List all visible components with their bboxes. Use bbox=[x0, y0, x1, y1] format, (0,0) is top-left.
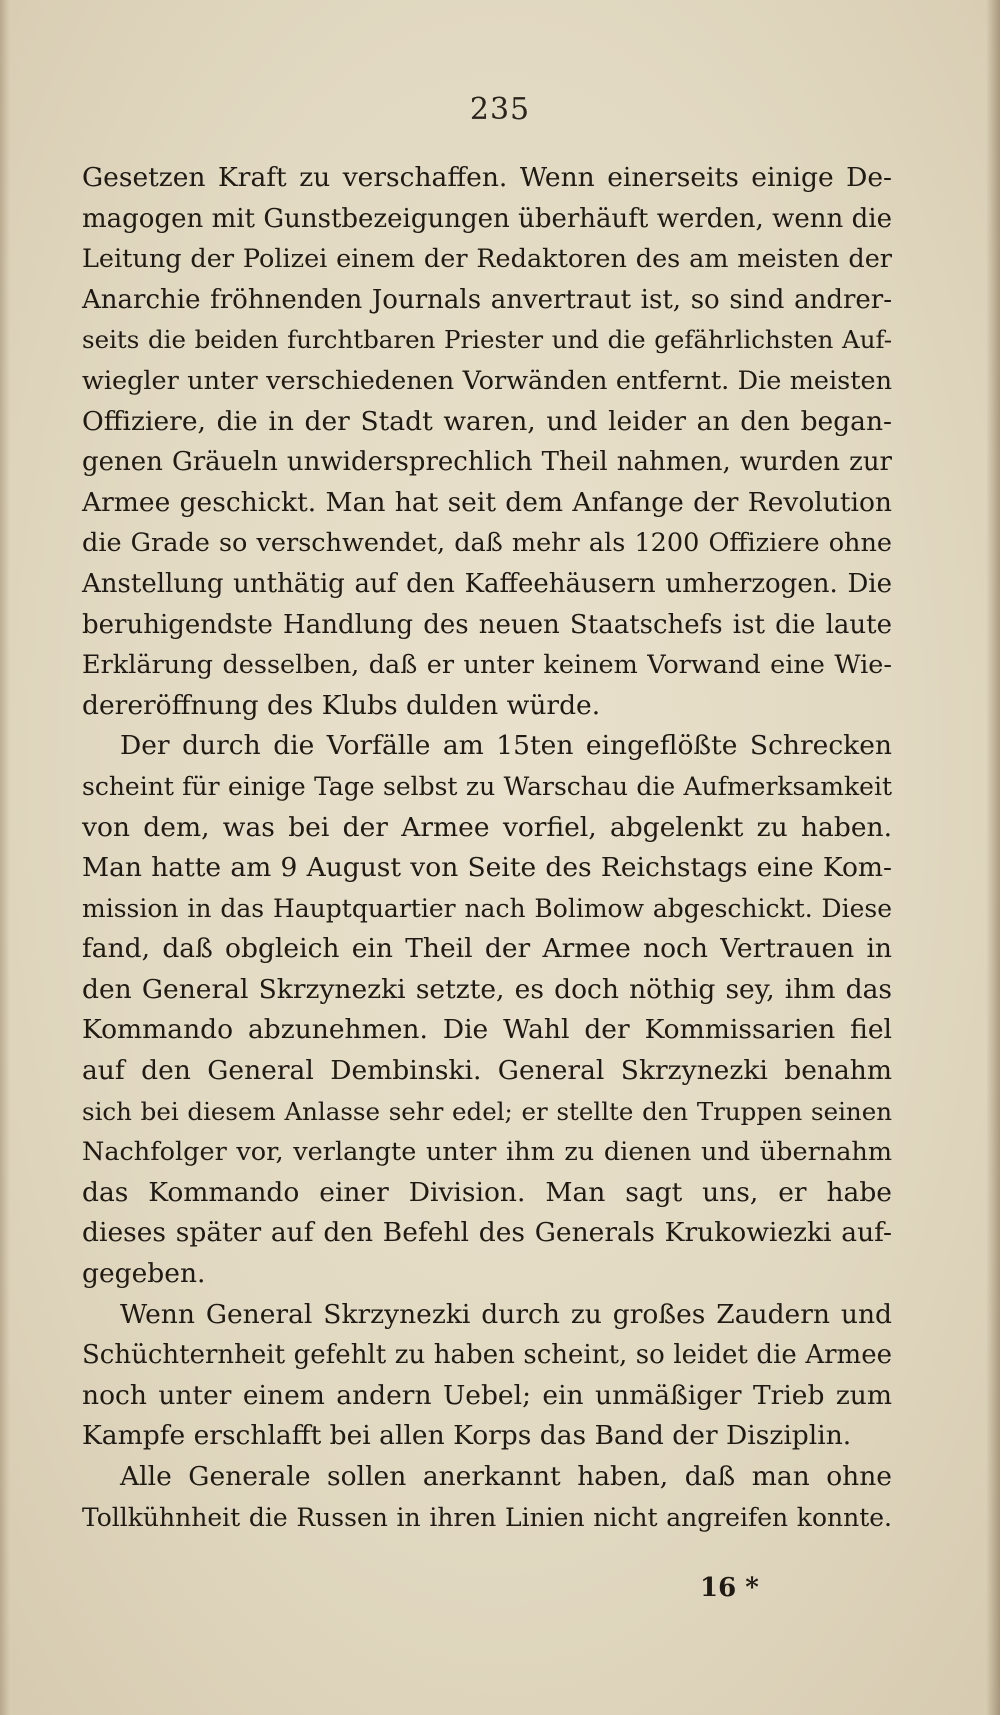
text-line: beruhigendste Handlung des neuen Staatschefs ist die laute bbox=[82, 609, 892, 640]
text-line: fand, daß obgleich ein Theil der Armee noch Vertrauen in bbox=[82, 933, 892, 965]
text-line: genen Gräueln unwidersprechlich Theil nahmen, wurden zur bbox=[82, 447, 892, 478]
text-line: Alle Generale sollen anerkannt haben, daß man ohne bbox=[120, 1461, 892, 1492]
text-line: Armee geschickt. Man hat seit dem Anfange der Revolution bbox=[82, 486, 892, 518]
text-line: Kommando abzunehmen. Die Wahl der Kommissarien fiel bbox=[82, 1014, 892, 1046]
text-line: Schüchternheit gefehlt zu haben scheint, so leidet die Armee bbox=[82, 1340, 892, 1371]
text-line: Gesetzen Kraft zu verschaffen. Wenn einerseits einige De- bbox=[82, 162, 892, 193]
text-line: dereröffnung des Klubs dulden würde. bbox=[82, 689, 601, 721]
printer-signature: 16 * bbox=[700, 1573, 759, 1603]
text-line: das Kommando einer Division. Man sagt uns, er habe bbox=[82, 1176, 892, 1208]
text-line: noch unter einem andern Uebel; ein unmäßiger Trieb zum bbox=[82, 1379, 892, 1411]
text-line: mission in das Hauptquartier nach Bolimow abgeschickt. Diese bbox=[82, 893, 892, 923]
text-line: seits die beiden furchtbaren Priester und die gefährlichsten Auf- bbox=[82, 325, 892, 355]
text-line: Leitung der Polizei einem der Redaktoren des am meisten der bbox=[82, 244, 892, 275]
text-line: Anarchie fröhnenden Journals anvertraut ist, so sind andrer- bbox=[82, 284, 892, 315]
text-line: gegeben. bbox=[82, 1258, 206, 1290]
body-text bbox=[82, 158, 892, 1538]
text-line: Anstellung unthätig auf den Kaffeehäusern umherzogen. Die bbox=[82, 568, 892, 599]
text-line: Wenn General Skrzynezki durch zu großes Zaudern und bbox=[120, 1298, 892, 1330]
text-line: sich bei diesem Anlasse sehr edel; er stellte den Truppen seinen bbox=[82, 1096, 892, 1126]
text-line: dieses später auf den Befehl des Generals Krukowiezki auf- bbox=[82, 1217, 892, 1249]
text-line: Tollkühnheit die Russen in ihren Linien nicht angreifen konnte. bbox=[82, 1502, 892, 1532]
page-edge-right bbox=[986, 0, 1000, 1715]
page-number: 235 bbox=[469, 92, 531, 127]
text-line: Der durch die Vorfälle am 15ten eingeflößte Schrecken bbox=[120, 730, 892, 762]
page-edge-left bbox=[0, 0, 10, 1715]
text-line: scheint für einige Tage selbst zu Warschau die Aufmerksamkeit bbox=[82, 771, 892, 801]
text-line: die Grade so verschwendet, daß mehr als 1200 Offiziere ohne bbox=[82, 528, 892, 559]
text-line: magogen mit Gunstbezeigungen überhäuft werden, wenn die bbox=[82, 203, 892, 234]
text-line: Offiziere, die in der Stadt waren, und leider an den began- bbox=[82, 405, 892, 437]
text-line: Erklärung desselben, daß er unter keinem Vorwand eine Wie- bbox=[82, 650, 892, 681]
text-line: wiegler unter verschiedenen Vorwänden entfernt. Die meisten bbox=[82, 365, 892, 396]
text-line: den General Skrzynezki setzte, es doch nöthig sey, ihm das bbox=[82, 973, 892, 1005]
text-line: Kampfe erschlafft bei allen Korps das Band der Disziplin. bbox=[82, 1420, 852, 1452]
text-line: Nachfolger vor, verlangte unter ihm zu dienen und übernahm bbox=[82, 1137, 892, 1168]
text-line: von dem, was bei der Armee vorfiel, abgelenkt zu haben. bbox=[82, 811, 892, 843]
text-line: auf den General Dembinski. General Skrzynezki benahm bbox=[82, 1055, 892, 1087]
text-line: Man hatte am 9 August von Seite des Reichstags eine Kom- bbox=[82, 852, 892, 884]
